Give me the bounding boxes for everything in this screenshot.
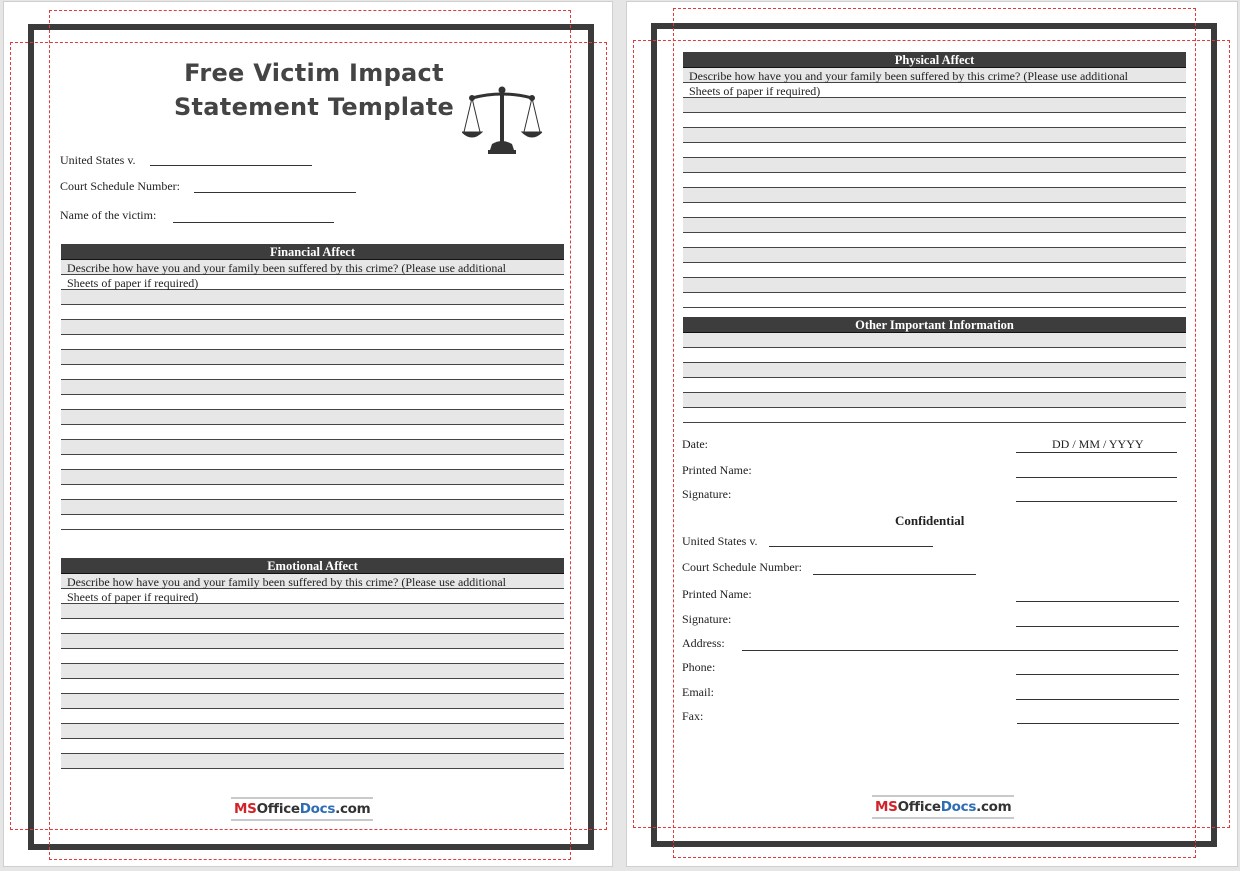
other-information-heading: Other Important Information (683, 317, 1186, 333)
united-states-input[interactable] (150, 165, 312, 166)
date-label: Date: (682, 437, 708, 451)
page-2 (626, 1, 1238, 867)
scales-of-justice-icon (462, 84, 542, 156)
printed-name-label: Printed Name: (682, 463, 752, 477)
physical-affect-heading: Physical Affect (683, 52, 1186, 68)
confidential-heading: Confidential (895, 513, 965, 528)
court-schedule-label: Court Schedule Number: (60, 179, 180, 193)
victim-name-input[interactable] (173, 222, 334, 223)
confidential-fax-label: Fax: (682, 709, 704, 723)
confidential-printed-name-input[interactable] (1016, 601, 1179, 602)
financial-affect-lines[interactable] (61, 260, 564, 530)
confidential-address-input[interactable] (742, 650, 1178, 651)
msofficedocs-logo: MSOfficeDocs.com (872, 795, 1014, 819)
confidential-united-states-input[interactable] (769, 546, 933, 547)
confidential-court-schedule-input[interactable] (813, 574, 976, 575)
physical-affect-description (689, 69, 1128, 99)
msofficedocs-logo: MSOfficeDocs.com (231, 797, 373, 821)
financial-affect-heading: Financial Affect (61, 244, 564, 260)
confidential-signature-label: Signature: (682, 612, 732, 626)
united-states-label: United States v. (60, 153, 136, 167)
confidential-court-schedule-label: Court Schedule Number: (682, 560, 802, 574)
description-line: Describe how have you and your family been suffered by this crime? (Please use additional (689, 69, 1128, 83)
description-line: Describe how have you and your family been suffered by this crime? (Please use additional (67, 261, 506, 275)
description-line: Describe how have you and your family been suffered by this crime? (Please use additional (67, 575, 506, 589)
date-input[interactable]: DD / MM / YYYY (1052, 437, 1144, 451)
signature-label: Signature: (682, 487, 732, 501)
confidential-email-label: Email: (682, 685, 714, 699)
confidential-printed-name-label: Printed Name: (682, 587, 752, 601)
description-line: Sheets of paper if required) (689, 84, 821, 98)
confidential-phone-label: Phone: (682, 660, 716, 674)
confidential-email-input[interactable] (1016, 699, 1179, 700)
physical-affect-lines[interactable] (683, 68, 1186, 308)
emotional-affect-description (67, 575, 506, 605)
confidential-address-label: Address: (682, 636, 725, 650)
victim-name-label: Name of the victim: (60, 208, 157, 222)
confidential-signature-input[interactable] (1016, 626, 1179, 627)
signature-input[interactable] (1016, 501, 1177, 502)
description-line: Sheets of paper if required) (67, 590, 199, 604)
financial-affect-description (67, 261, 506, 291)
confidential-fax-input[interactable] (1017, 723, 1179, 724)
other-information-lines[interactable] (683, 333, 1186, 423)
confidential-phone-input[interactable] (1016, 674, 1179, 675)
page-1 (3, 1, 613, 867)
printed-name-input[interactable] (1016, 477, 1177, 478)
description-line: Sheets of paper if required) (67, 276, 199, 290)
confidential-united-states-label: United States v. (682, 534, 758, 548)
date-underline (1016, 452, 1177, 453)
court-schedule-input[interactable] (194, 192, 356, 193)
page-title: Free Victim Impact Statement Template (173, 59, 455, 121)
emotional-affect-heading: Emotional Affect (61, 558, 564, 574)
